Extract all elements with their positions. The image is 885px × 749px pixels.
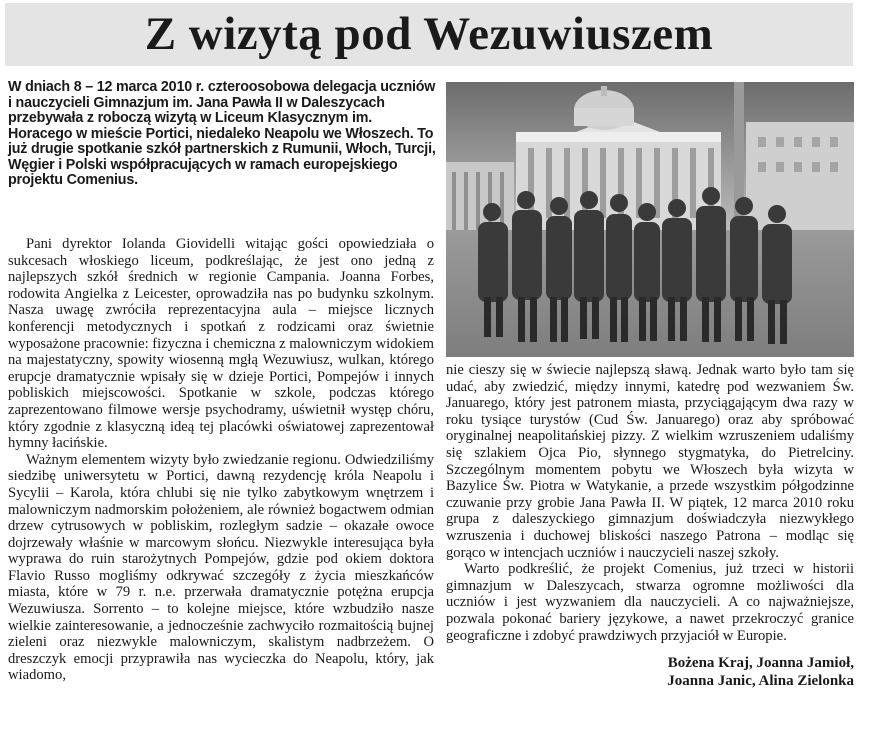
article-lead: W dniach 8 – 12 marca 2010 r. czteroosobowa delegacja uczniów i nauczycieli Gimnazjum im. Jana Pawła II w Daleszycach przebywała z roboczą wizytą w Liceum Klasycznym im. Horacego w mieście Portici, niedaleko Neapolu we Włoszech. To już drugie spotkanie szkół partnerskich z Rumunii, Włoch, Turcji, Węgier i Polski współpracujących w ramach europejskiego projektu Comenius. xyxy=(8,79,436,188)
title-banner xyxy=(5,3,853,66)
paragraph: Ważnym elementem wizyty było zwiedzanie regionu. Odwiedziliśmy siedzibę uniwersytetu w Portici, dawną rezydencję króla Neapolu i Sycylii – Karola, która chlubi się nie tylko zabytkowym wnętrzem i malowniczym nadmorskim położeniem, ale również bogactwem odmian drzew cytrusowych w pobliskim, rozległym sadzie – okazałe owoce dojrzewały właśnie w marcowym słońcu. Niezwykle interesująca była wyprawa do ruin starożytnych Pompejów, gdzie pod okiem doktora Flavio Russo mogliśmy odkrywać szczegóły z życia mieszkańców miasta, które w 79 r. n.e. przerwała dramatycznie potężna erupcja Wezuwiusza. Sorrento – to kolejne miejsce, które wzbudziło nasze wielkie zainteresowanie, a jednocześnie zachwyciło rozmaitością bujnej zieleni oraz niezwykle malowniczym, skalistym nadbrzeżem. O dreszczyk emocji przyprawiła nas wycieczka do Neapolu, który, jak wiadomo, xyxy=(8,451,434,684)
right-column xyxy=(446,362,854,690)
group-photo-st-peters-square xyxy=(446,82,854,357)
article-photo xyxy=(446,82,854,357)
authors-line: Bożena Kraj, Joanna Jamioł, xyxy=(667,655,854,672)
article-title: Z wizytą pod Wezuwiuszem xyxy=(144,8,714,60)
paragraph: Pani dyrektor Iolanda Giovidelli witając gości opowiedziała o sukcesach włoskiego liceum, podkreślając, że jest ono jedną z najlepszych szkół średnich w regionie Campania. Joanna Forbes, rodowita Angielka z Leicester, oprowadziła nas po budynku szkolnym. Nasza uwagę zwróciła reprezentacyjna aula – miejsce licznych konferencji metodycznych i spotkań z rodzicami oraz świetnie wyposażone pracownie: fizyczna i chemiczna z malowniczym widokiem na majestatyczny, spowity wiosenną mgłą Wezuwiusz, wulkan, którego erupcje dramatycznie wpisały się w dzieje Portici, Pompejów i innych pobliskich miejscowości. Spotkanie w szkole, podczas którego zaprezentowano filmowe wersje psychodramy, uświetnił występ chóru, który zgodnie z klasyczną ideą tej placówki oświatowej zaprezentował hymny łacińskie. xyxy=(8,236,434,452)
author-signature xyxy=(446,654,854,690)
authors-line: Joanna Janic, Alina Zielonka xyxy=(667,673,854,690)
left-column xyxy=(8,236,434,684)
paragraph: nie cieszy się w świecie najlepszą sławą. Jednak warto było tam się udać, aby zwiedzić, między innymi, katedrę pod wezwaniem Św. Januarego, który jest patronem miasta, przyciągającym dwa razy w roku tysiące turystów (Cud Św. Januarego) oraz aby spróbować oryginalnej neapolitańskiej pizzy. Z wielkim wzruszeniem udaliśmy się szlakiem Ojca Pio, słynnego stygmatyka, do Pietrelciny. Szczególnym momentem pobytu we Włoszech była wizyta w Bazylice Św. Piotra w Watykanie, a przede wszystkim półgodzinne czuwanie przy grobie Jana Pawła II. W piątek, 12 marca 2010 roku grupa z daleszyckiego gimnazjum doświadczyła niezwykłego wzruszenia i duchowej bliskości naszego Patrona – modląc się gorąco w intencjach uczniów i nauczycieli naszej szkoły. xyxy=(446,362,854,561)
paragraph: Warto podkreślić, że projekt Comenius, już trzeci w historii gimnazjum w Daleszycach, stwarza ogromne możliwości dla uczniów i jest wyzwaniem dla nauczycieli. A co najważniejsze, pozwala pokonać bariery językowe, a nawet przekroczyć granice geograficzne i zdobyć prawdziwych przyjaciół w Europie. xyxy=(446,561,854,644)
